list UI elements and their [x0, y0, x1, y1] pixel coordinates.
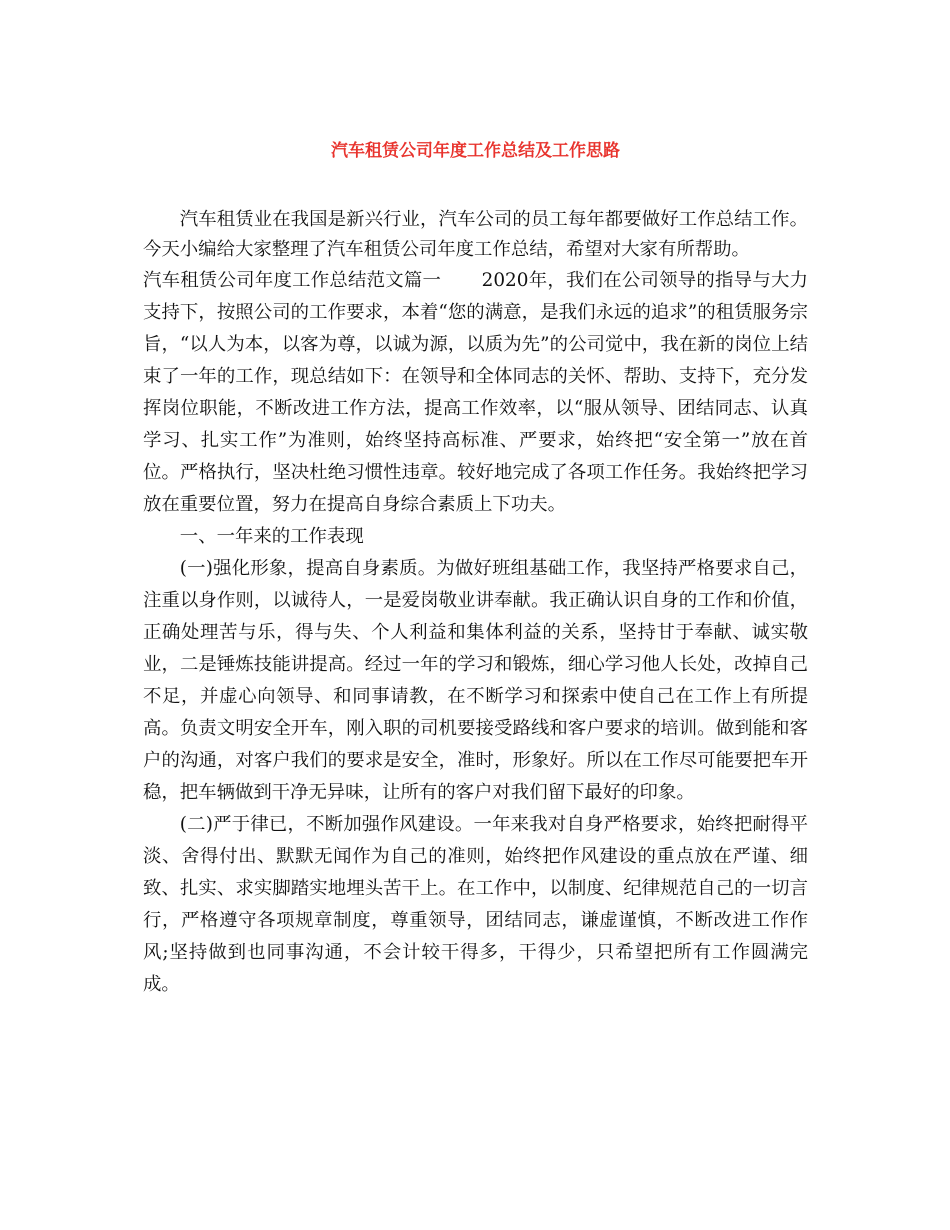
section-label: 汽车租赁公司年度工作总结范文篇一 — [143, 270, 442, 291]
heading-work-performance: 一、一年来的工作表现 — [179, 526, 364, 547]
item-2-paragraph: (二)严于律已，不断加强作风建设。一年来我对自身严格要求，始终把耐得平淡、舍得付出、默默无闻作为自己的准则，始终把作风建设的重点放在严谨、细致、扎实、求实脚踏实地埋头苦干上。在工作中，以制度、纪律规范自己的一切言行，严格遵守各项规章制度，尊重领导，团结同志，谦虚谨慎，不断改进工作作风;坚持做到也同事沟通，不会计较干得多，干得少，只希望把所有工作圆满完成。 — [143, 814, 808, 995]
intro-paragraph: 汽车租赁业在我国是新兴行业，汽车公司的员工每年都要做好工作总结工作。今天小编给大家整理了汽车租赁公司年度工作总结，希望对大家有所帮助。 — [143, 209, 808, 260]
first-section-paragraph — [143, 265, 808, 521]
item-1-paragraph: (一)强化形象，提高自身素质。为做好班组基础工作，我坚持严格要求自己，注重以身作则，以诚待人，一是爱岗敬业讲奉献。我正确认识自身的工作和价值，正确处理苦与乐，得与失、个人利益和集体利益的关系，坚持甘于奉献、诚实敬业，二是锤炼技能讲提高。经过一年的学习和锻炼，细心学习他人长处，改掉自己不足，并虚心向领导、和同事请教，在不断学习和探索中使自己在工作上有所提高。负责文明安全开车，刚入职的司机要接受路线和客户要求的培训。做到能和客户的沟通，对客户我们的要求是安全，准时，形象好。所以在工作尽可能要把车开稳，把车辆做到干净无异味，让所有的客户对我们留下最好的印象。 — [143, 558, 808, 803]
document-title: 汽车租赁公司年度工作总结及工作思路 — [331, 141, 620, 161]
first-paragraph-text: 2020年，我们在公司领导的指导与大力支持下，按照公司的工作要求，本着“您的满意，是我们永远的追求”的租赁服务宗旨，“以人为本，以客为尊，以诚为源，以质为先”的公司觉中，我在新的岗位上结束了一年的工作，现总结如下：在领导和全体同志的关怀、帮助、支持下，充分发挥岗位职能，不断改进工作方法，提高工作效率，以“服从领导、团结同志、认真学习、扎实工作”为准则，始终坚持高标准、严要求，始终把“安全第一”放在首位。严格执行，坚决杜绝习惯性违章。较好地完成了各项工作任务。我始终把学习放在重要位置，努力在提高自身综合素质上下功夫。 — [143, 270, 808, 515]
document-body — [143, 205, 808, 1001]
